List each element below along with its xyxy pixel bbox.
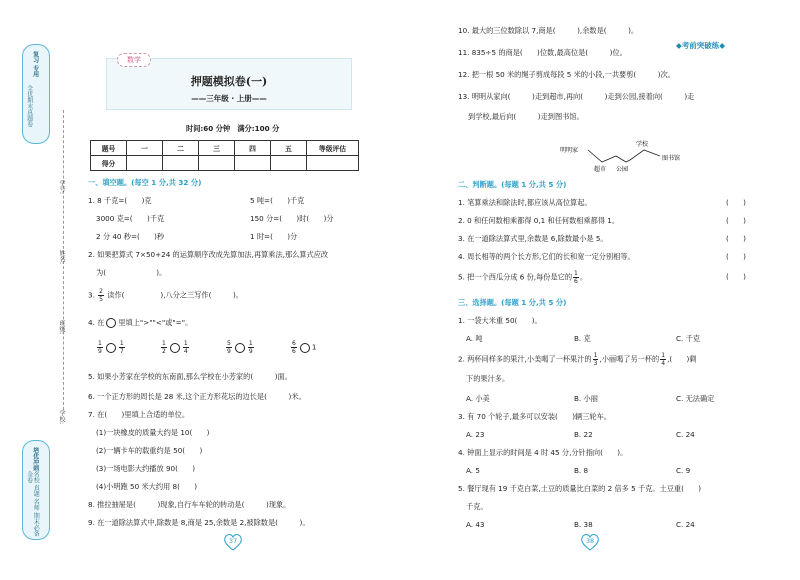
class-label: 班级: <box>58 320 65 335</box>
map-label-market: 超市 <box>594 166 607 173</box>
question-7-4: (4)小明跑 50 米大约用 8( ) <box>96 482 198 491</box>
choice-2-option-a[interactable]: A. 小美 <box>466 394 490 403</box>
student-id-label: 学号: <box>58 180 65 195</box>
choice-2-option-c[interactable]: C. 无法确定 <box>676 394 715 403</box>
page-title: 押题模拟卷(一) <box>190 75 268 88</box>
table-cell: 五 <box>271 141 307 156</box>
judge-1: 1. 笔算乘法和除法时,都应该从高位算起。 <box>458 198 592 207</box>
compare-item-3: $\frac{5}{9}$ $\frac{1}{9}$ <box>227 340 253 355</box>
question-1a: 1. 8 千克=( )克 <box>88 196 152 205</box>
question-2b: 为( )。 <box>96 268 167 277</box>
binding-bottom-badge <box>22 440 50 540</box>
question-5: 5. 如果小芳家在学校的东南面,那么学校在小芳家的( )面。 <box>88 372 292 381</box>
table-row <box>91 141 359 156</box>
judge-3: 3. 在一道除法算式里,余数是 6,除数最小是 5。 <box>458 234 608 243</box>
choice-5-option-c[interactable]: C. 24 <box>676 520 695 529</box>
binding-top-text: 复习 专用 <box>31 51 39 78</box>
choice-2-cont: 下的果汁多。 <box>466 374 510 383</box>
section-tag: ◆考前突破练◆ <box>676 41 726 50</box>
score-table <box>90 140 359 171</box>
score-input-cell[interactable] <box>199 156 235 171</box>
choice-1-option-b[interactable]: B. 克 <box>574 334 591 343</box>
table-cell: 等级评估 <box>307 141 359 156</box>
question-8: 8. 推拉抽屉是( )现象,自行车车轮的转动是( )现象。 <box>88 500 291 509</box>
score-input-cell[interactable] <box>235 156 271 171</box>
compare-item-1: $\frac{1}{9}$ $\frac{1}{7}$ <box>98 340 124 355</box>
choice-4-option-b[interactable]: B. 8 <box>574 466 589 475</box>
question-1c: 3000 克=( )千克 <box>96 214 165 223</box>
map-label-library: 图书馆 <box>662 155 681 162</box>
table-cell: 三 <box>199 141 235 156</box>
question-7-2: (2)一辆卡车的载重约是 50( ) <box>96 446 203 455</box>
grade-subtitle: ——三年级 · 上册—— <box>191 94 267 103</box>
judge-answer-4[interactable]: ( ) <box>726 252 746 261</box>
judge-2: 2. 0 和任何数相乘都得 0,1 和任何数相乘都得 1。 <box>458 216 620 225</box>
title-box <box>106 58 352 110</box>
name-label: 姓名: <box>58 250 65 265</box>
question-9: 9. 在一道除法算式中,除数是 8,商是 25,余数是 2,被除数是( )。 <box>88 518 310 527</box>
question-13a: 13. 明明从家向( )走到超市,再向( )走到公园,接着向( )走 <box>458 92 695 101</box>
question-10: 10. 最大的三位数除以 7,商是( ),余数是( )。 <box>458 26 639 35</box>
compare-item-2: $\frac{1}{2}$ $\frac{1}{4}$ <box>162 340 188 355</box>
question-7: 7. 在( )里填上合适的单位。 <box>88 410 190 419</box>
map-label-school: 学校 <box>636 141 649 148</box>
choice-4: 4. 钟面上显示的时间是 4 时 45 分,分针指向( )。 <box>458 448 628 457</box>
choice-2: 2. 两杯同样多的果汁,小美喝了一杯果汁的 $\frac{1}{3}$ ,小丽喝了另一杯的 $\frac{1}{4}$ ,( )剩 <box>458 352 697 367</box>
choice-1-option-c[interactable]: C. 千克 <box>676 334 700 343</box>
choice-2-option-b[interactable]: B. 小丽 <box>574 394 598 403</box>
school-label: 学校: <box>58 410 65 425</box>
subject-badge: 数学 <box>117 53 151 67</box>
judge-answer-3[interactable]: ( ) <box>726 234 746 243</box>
table-cell: 得分 <box>91 156 127 171</box>
choice-4-option-a[interactable]: A. 5 <box>466 466 480 475</box>
table-cell: 二 <box>163 141 199 156</box>
question-11: 11. 835÷5 的商是( )位数,最高位是( )位。 <box>458 48 627 57</box>
binding-bottom-text: 培优冲刺 <box>31 447 39 471</box>
section-fill-blank: 一、填空题。(每空 1 分,共 32 分) <box>88 178 202 187</box>
time-score-info: 时间:60 分钟 满分:100 分 <box>186 124 280 133</box>
question-13b: 到学校,最后向( )走到图书馆。 <box>468 112 584 121</box>
question-1e: 2 分 40 秒=( )秒 <box>96 232 165 241</box>
table-cell: 题号 <box>91 141 127 156</box>
question-7-1: (1)一块橡皮的质量大约是 10( ) <box>96 428 210 437</box>
table-cell: 四 <box>235 141 271 156</box>
circle-icon[interactable] <box>235 343 245 353</box>
question-3-number: 3. <box>88 290 95 300</box>
question-3 <box>88 288 243 303</box>
judge-5: 5. 把一个西瓜分成 6 份,每份是它的 $\frac{1}{6}$ 。 <box>458 270 588 285</box>
question-4: 4. 在 里填上">""<"或"="。 <box>88 318 193 327</box>
choice-3-option-c[interactable]: C. 24 <box>676 430 695 439</box>
page-number-left: 37 <box>223 533 243 551</box>
binding-top-sub: 全优期末真题卷 <box>25 85 33 127</box>
score-input-cell[interactable] <box>307 156 359 171</box>
table-row <box>91 156 359 171</box>
circle-icon[interactable] <box>300 343 310 353</box>
map-label-park: 公园 <box>616 166 629 173</box>
binding-strip <box>22 40 50 560</box>
judge-answer-2[interactable]: ( ) <box>726 216 746 225</box>
table-cell: 一 <box>127 141 163 156</box>
circle-icon[interactable] <box>106 343 116 353</box>
choice-3: 3. 有 70 个轮子,最多可以安装( )辆三轮车。 <box>458 412 611 421</box>
choice-3-option-a[interactable]: A. 23 <box>466 430 485 439</box>
map-label-home: 明明家 <box>560 147 579 154</box>
binding-bottom-sub: 名校 真题 名师 期末必备 金卷 <box>25 471 40 537</box>
question-3-text: 读作( ),八分之三写作( )。 <box>107 290 243 300</box>
choice-5-cont: 千克。 <box>466 502 488 511</box>
choice-3-option-b[interactable]: B. 22 <box>574 430 593 439</box>
section-choice: 三、选择题。(每题 1 分,共 5 分) <box>458 298 567 307</box>
compare-item-4: $\frac{6}{6}$ 1 <box>292 340 317 355</box>
section-judge: 二、判断题。(每题 1 分,共 5 分) <box>458 180 567 189</box>
choice-5-option-a[interactable]: A. 43 <box>466 520 485 529</box>
score-input-cell[interactable] <box>127 156 163 171</box>
route-map <box>560 138 700 178</box>
choice-1: 1. 一袋大米重 50( )。 <box>458 316 542 325</box>
choice-5: 5. 餐厅现有 19 千克白菜,土豆的质量比白菜的 2 倍多 5 千克。土豆重( ) <box>458 484 702 493</box>
question-1b: 5 吨=( )千克 <box>250 196 305 205</box>
circle-icon[interactable] <box>170 343 180 353</box>
question-7-3: (3)一场电影大约播放 90( ) <box>96 464 196 473</box>
choice-4-option-c[interactable]: C. 9 <box>676 466 691 475</box>
question-1f: 1 时=( )分 <box>250 232 298 241</box>
score-input-cell[interactable] <box>271 156 307 171</box>
question-2a: 2. 如果把算式 7×50+24 的运算顺序改成先算加法,再算乘法,那么算式应改 <box>88 250 329 259</box>
fraction: $\frac{2}{5}$ <box>99 288 103 303</box>
question-1d: 150 分=( )时( )分 <box>250 214 334 223</box>
binding-top-badge <box>22 44 50 144</box>
question-6: 6. 一个正方形的周长是 28 米,这个正方形花坛的边长是( )米。 <box>88 392 306 401</box>
question-12: 12. 把一根 50 米的绳子剪成每段 5 米的小段,一共要剪( )次。 <box>458 70 675 79</box>
judge-answer-5[interactable]: ( ) <box>726 272 746 281</box>
judge-4: 4. 周长相等的两个长方形,它们的长和宽一定分别相等。 <box>458 252 635 261</box>
page-number-right: 38 <box>580 533 600 551</box>
circle-icon <box>106 318 116 328</box>
choice-5-option-b[interactable]: B. 38 <box>574 520 593 529</box>
judge-answer-1[interactable]: ( ) <box>726 198 746 207</box>
choice-1-option-a[interactable]: A. 吨 <box>466 334 483 343</box>
fraction: $\frac{1}{6}$ <box>574 270 578 285</box>
score-input-cell[interactable] <box>163 156 199 171</box>
